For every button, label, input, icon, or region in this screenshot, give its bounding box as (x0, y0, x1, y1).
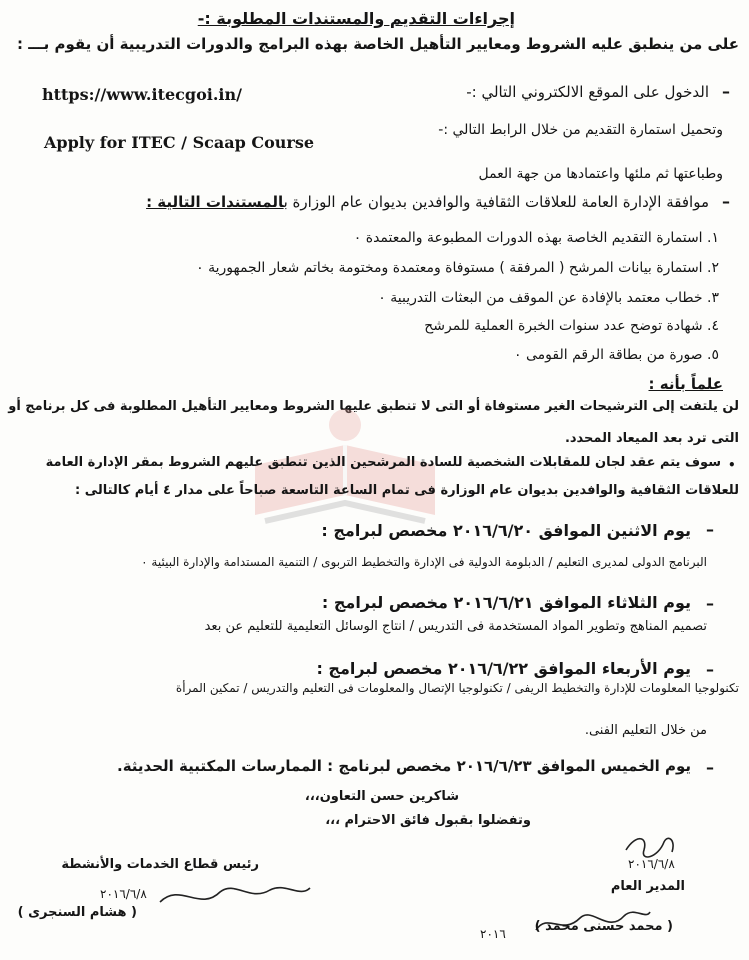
apply-link: Apply for ITEC / Scaap Course (44, 133, 315, 152)
closing-respect: وتفضلوا بقبول فائق الاحترام ،،، (325, 813, 531, 828)
schedule-programs-wednesday-1: تكنولوجيا المعلومات للإدارة والتخطيط الريفى / تكنولوجيا الإتصال والمعلومات فى التعليم والتدريس / تمكين المرأة (175, 681, 739, 695)
schedule-programs-tuesday: تصميم المناهج وتطوير المواد المستخدمة فى التدريس / انتاج الوسائل التعليمية للتعليم عن بعد (204, 619, 707, 634)
document-item-1: ١. استمارة التقديم الخاصة بهذه الدورات المطبوعة والمعتمدة ٠ (353, 230, 719, 246)
approval-label: موافقة الإدارة العامة للعلاقات الثقافية والوافدين بديوان عام الوزارة بالمستندات التالية : (146, 193, 709, 211)
document-item-2: ٢. استمارة بيانات المرشح ( المرفقة ) مستوفاة ومعتمدة ومختومة بخاتم شعار الجمهورية ٠ (196, 260, 719, 276)
notice-line-4: للعلاقات الثقافية والوافدين بديوان عام الوزارة فى تمام الساعة التاسعة صباحاً على مدار ٤ أيام كالتالى : (74, 483, 739, 498)
notice-heading: علماً بأنه : (648, 375, 723, 393)
notice-line-3: سوف يتم عقد لجان للمقابلات الشخصية للسادة المرشحين الذين تنطبق عليهم الشروط بمقر الإدارة العامة (45, 455, 721, 470)
document-item-5: ٥. صورة من بطاقة الرقم القومى ٠ (514, 347, 719, 363)
general-manager-name: ( محمد حسنى محمد ) (534, 919, 673, 934)
notice-line-2: التى ترد بعد الميعاد المحدد. (564, 431, 739, 446)
general-manager-title: المدير العام (610, 879, 685, 894)
website-label: الدخول على الموقع الالكتروني التالي :- (466, 83, 709, 101)
download-label: وتحميل استمارة التقديم من خلال الرابط التالي :- (438, 122, 723, 138)
document-item-3: ٣. خطاب معتمد بالإفادة عن الموقف من البعثات التدريبية ٠ (378, 290, 719, 306)
intro-line: على من ينطبق عليه الشروط ومعايير التأهيل الخاصة بهذه البرامج والدورات التدريبية أن يقوم بـــ : (17, 35, 739, 53)
sector-head-date: ٢٠١٦/٦/٨ (100, 887, 147, 901)
schedule-day-tuesday: يوم الثلاثاء الموافق ٢٠١٦/٦/٢١ مخصص لبرامج : (321, 593, 691, 612)
schedule-programs-wednesday-2: من خلال التعليم الفنى. (584, 723, 707, 738)
document-item-4: ٤. شهادة توضح عدد سنوات الخبرة العملية للمرشح (424, 318, 719, 334)
notice-line-1: لن يلتفت إلى الترشيحات الغير مستوفاة أو التى لا تنطبق عليها الشروط ومعايير التأهيل المطلوبة فى كل برنامج أو (8, 399, 739, 414)
bullet-dot: • (728, 458, 736, 472)
sector-head-name: ( هشام السنجرى ) (17, 905, 137, 920)
bullet-dash: – (706, 758, 714, 777)
document-title: إجراءات التقديم والمستندات المطلوبة :- (197, 9, 515, 28)
schedule-day-wednesday: يوم الأربعاء الموافق ٢٠١٦/٦/٢٢ مخصص لبرامج : (316, 659, 691, 678)
bullet-dash: – (722, 82, 730, 101)
schedule-programs-monday: البرنامج الدولى لمديرى التعليم / الدبلومة الدولية فى الإدارة والتخطيط التربوى / التنمية المستدامة والإدارة البيئية ٠ (141, 555, 707, 569)
sector-head-title: رئيس قطاع الخدمات والأنشطة (61, 857, 259, 872)
approval-label-underlined: المستندات التالية : (146, 193, 284, 211)
website-url: https://www.itecgoi.in/ (42, 85, 242, 104)
schedule-day-monday: يوم الاثنين الموافق ٢٠١٦/٦/٢٠ مخصص لبرامج : (321, 521, 691, 540)
signature-date-top: ٢٠١٦/٦/٨ (628, 857, 675, 871)
closing-thanks: شاكرين حسن التعاون،،، (304, 789, 459, 804)
print-label: وطباعتها ثم ملئها واعتمادها من جهة العمل (478, 166, 723, 182)
bullet-dash: – (706, 660, 714, 679)
general-manager-date: ٢٠١٦ (480, 927, 506, 941)
schedule-day-thursday: يوم الخميس الموافق ٢٠١٦/٦/٢٣ مخصص لبرنامج : الممارسات المكتبية الحديثة. (117, 757, 691, 775)
signature-mark (150, 872, 320, 922)
bullet-dash: – (722, 192, 730, 211)
bullet-dash: – (706, 520, 714, 539)
bullet-dash: – (706, 594, 714, 613)
